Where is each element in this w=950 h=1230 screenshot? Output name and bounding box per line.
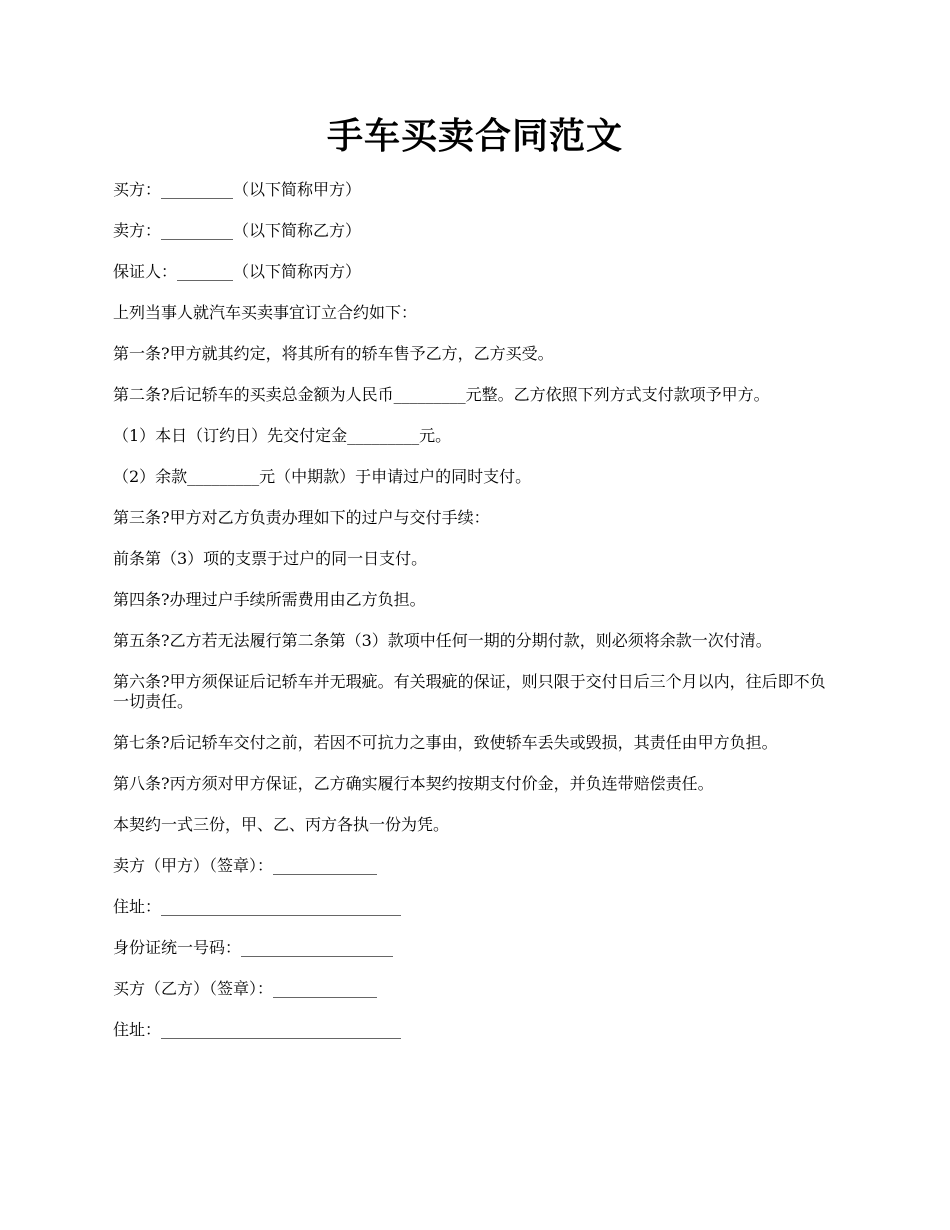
article-2-item-1: （1）本日（订约日）先交付定金_________元。: [113, 426, 452, 445]
article-2-item-2: （2）余款_________元（中期款）于申请过户的同时支付。: [113, 467, 532, 486]
document-title: 手车买卖合同范文: [326, 115, 623, 157]
article-3-note: 前条第（3）项的支票于过户的同一日支付。: [113, 549, 428, 568]
article-7: 第七条?后记轿车交付之前，若因不可抗力之事由，致使轿车丢失或毁损，其责任由甲方负担。: [113, 733, 778, 752]
seller-id-number-line: 身份证统一号码：___________________: [113, 938, 394, 957]
preamble: 上列当事人就汽车买卖事宜订立合约如下：: [113, 303, 418, 322]
seller-line: 卖方：_________（以下简称乙方）: [113, 221, 362, 240]
document-body: [113, 180, 841, 1061]
buyer-address-line: 住址：______________________________: [113, 1020, 402, 1039]
article-3: 第三条?甲方对乙方负责办理如下的过户与交付手续：: [113, 508, 490, 527]
copies-clause: 本契约一式三份，甲、乙、丙方各执一份为凭。: [113, 815, 450, 834]
article-8: 第八条?丙方须对甲方保证，乙方确实履行本契约按期支付价金，并负连带赔偿责任。: [113, 774, 714, 793]
article-2: 第二条?后记轿车的买卖总金额为人民币_________元整。乙方依照下列方式支付款项予甲方。: [113, 385, 770, 404]
seller-signature-line: 卖方（甲方）（签章）：_____________: [113, 856, 378, 875]
article-1: 第一条?甲方就其约定，将其所有的轿车售予乙方，乙方买受。: [113, 344, 554, 363]
article-6: 第六条?甲方须保证后记轿车并无瑕疵。有关瑕疵的保证，则只限于交付日后三个月以内，往后即不负一切责任。: [113, 672, 826, 711]
article-4: 第四条?办理过户手续所需费用由乙方负担。: [113, 590, 426, 609]
buyer-signature-line: 买方（乙方）（签章）：_____________: [113, 979, 378, 998]
seller-address-line: 住址：______________________________: [113, 897, 402, 916]
article-5: 第五条?乙方若无法履行第二条第（3）款项中任何一期的分期付款，则必须将余款一次付清。: [113, 631, 772, 650]
guarantor-line: 保证人：_______（以下简称丙方）: [113, 262, 362, 281]
buyer-line: 买方：_________（以下简称甲方）: [113, 180, 362, 199]
